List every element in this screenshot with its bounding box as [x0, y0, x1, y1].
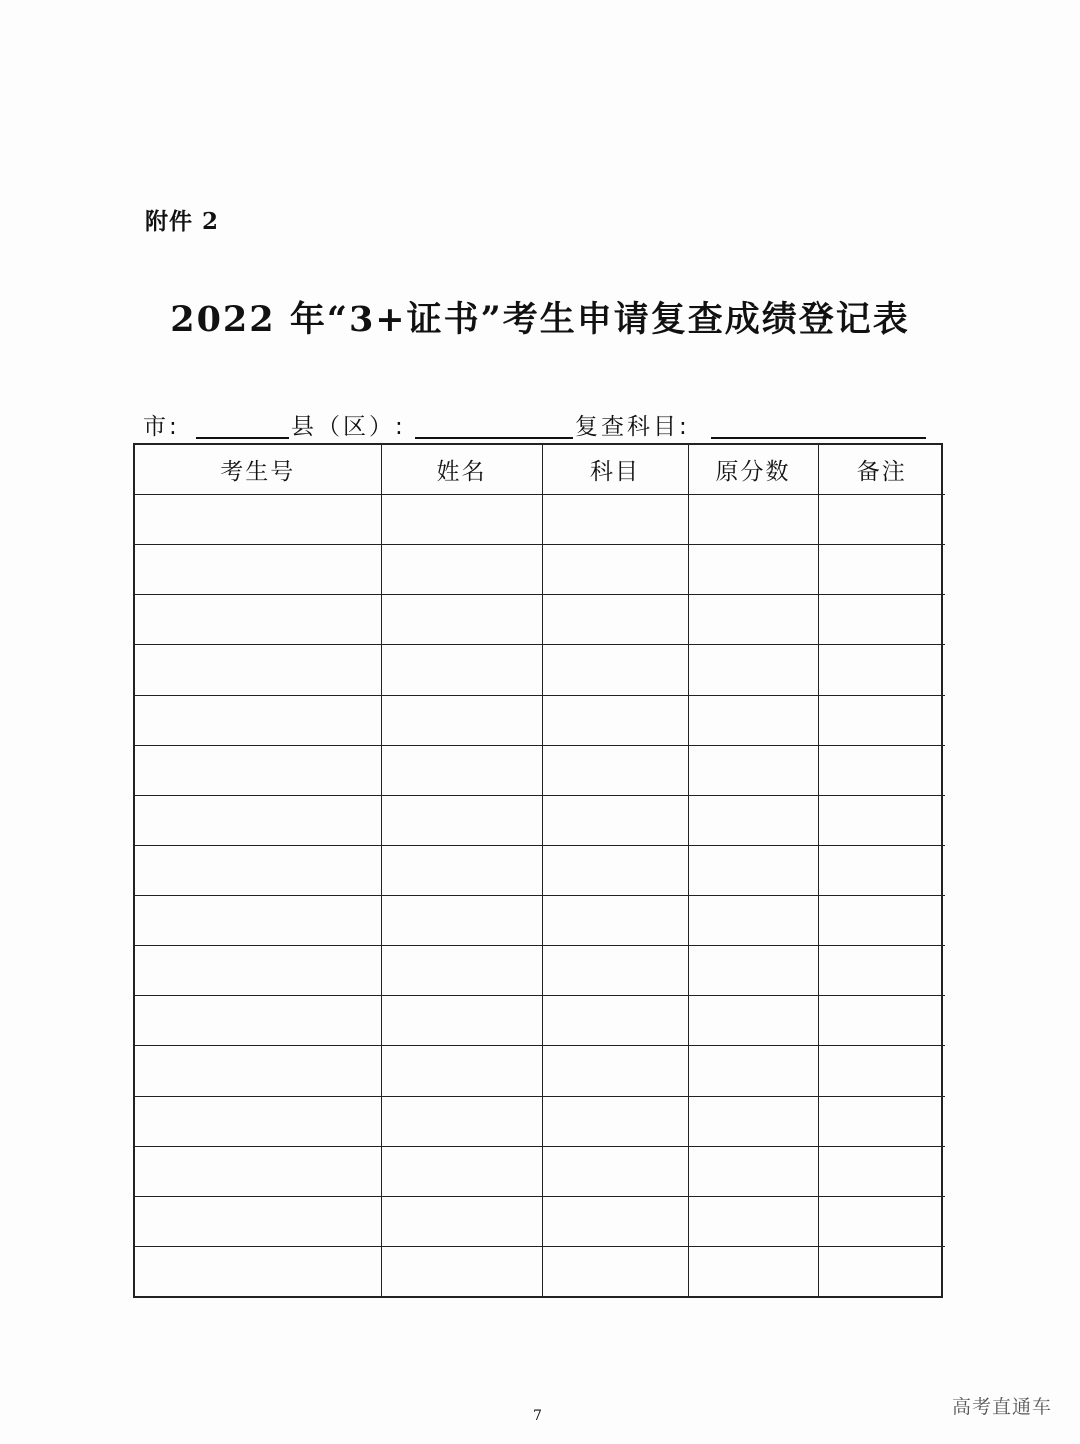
cell-subject[interactable] [542, 1146, 688, 1196]
cell-name[interactable] [381, 745, 542, 795]
cell-original-score[interactable] [688, 1046, 818, 1096]
cell-name[interactable] [381, 1046, 542, 1096]
cell-exam-number[interactable] [135, 946, 381, 996]
cell-original-score[interactable] [688, 946, 818, 996]
cell-original-score[interactable] [688, 645, 818, 695]
cell-exam-number[interactable] [135, 996, 381, 1046]
cell-name[interactable] [381, 595, 542, 645]
table-row [135, 1196, 945, 1246]
table-row [135, 1146, 945, 1196]
cell-original-score[interactable] [688, 896, 818, 946]
header-remarks: 备注 [818, 445, 945, 495]
cell-exam-number[interactable] [135, 896, 381, 946]
cell-original-score[interactable] [688, 845, 818, 895]
cell-original-score[interactable] [688, 1196, 818, 1246]
table-row [135, 1096, 945, 1146]
cell-exam-number[interactable] [135, 595, 381, 645]
cell-exam-number[interactable] [135, 495, 381, 545]
cell-exam-number[interactable] [135, 695, 381, 745]
cell-exam-number[interactable] [135, 1246, 381, 1296]
cell-name[interactable] [381, 795, 542, 845]
city-label: 市: [143, 414, 180, 440]
cell-remarks[interactable] [818, 795, 945, 845]
cell-exam-number[interactable] [135, 845, 381, 895]
table-row [135, 745, 945, 795]
cell-remarks[interactable] [818, 545, 945, 595]
cell-remarks[interactable] [818, 495, 945, 545]
cell-subject[interactable] [542, 795, 688, 845]
cell-original-score[interactable] [688, 1096, 818, 1146]
cell-original-score[interactable] [688, 1246, 818, 1296]
cell-subject[interactable] [542, 1096, 688, 1146]
table-row [135, 946, 945, 996]
subject-blank-line[interactable] [711, 437, 926, 439]
cell-subject[interactable] [542, 495, 688, 545]
cell-original-score[interactable] [688, 1146, 818, 1196]
table-row [135, 1246, 945, 1296]
cell-exam-number[interactable] [135, 645, 381, 695]
table-row [135, 495, 945, 545]
county-blank-line[interactable] [415, 437, 573, 439]
cell-exam-number[interactable] [135, 745, 381, 795]
table-body [135, 495, 945, 1297]
cell-name[interactable] [381, 845, 542, 895]
table-row [135, 795, 945, 845]
cell-exam-number[interactable] [135, 545, 381, 595]
cell-name[interactable] [381, 495, 542, 545]
cell-name[interactable] [381, 1246, 542, 1296]
cell-name[interactable] [381, 1146, 542, 1196]
table-row [135, 545, 945, 595]
cell-remarks[interactable] [818, 1096, 945, 1146]
cell-original-score[interactable] [688, 545, 818, 595]
cell-remarks[interactable] [818, 745, 945, 795]
city-blank-line[interactable] [196, 437, 289, 439]
cell-original-score[interactable] [688, 745, 818, 795]
attachment-label: 附件 2 [145, 208, 220, 235]
cell-original-score[interactable] [688, 996, 818, 1046]
cell-subject[interactable] [542, 896, 688, 946]
cell-exam-number[interactable] [135, 795, 381, 845]
cell-exam-number[interactable] [135, 1196, 381, 1246]
header-subject: 科目 [542, 445, 688, 495]
cell-name[interactable] [381, 1196, 542, 1246]
cell-subject[interactable] [542, 545, 688, 595]
cell-remarks[interactable] [818, 946, 945, 996]
table-row [135, 695, 945, 745]
table-row [135, 845, 945, 895]
cell-name[interactable] [381, 545, 542, 595]
header-name: 姓名 [381, 445, 542, 495]
table-row [135, 896, 945, 946]
cell-remarks[interactable] [818, 695, 945, 745]
cell-exam-number[interactable] [135, 1096, 381, 1146]
subject-label: 复查科目: [575, 414, 690, 440]
cell-exam-number[interactable] [135, 1046, 381, 1096]
cell-remarks[interactable] [818, 1246, 945, 1296]
header-exam-number: 考生号 [135, 445, 381, 495]
cell-exam-number[interactable] [135, 1146, 381, 1196]
cell-subject[interactable] [542, 1246, 688, 1296]
page-number: 7 [533, 1408, 542, 1424]
cell-remarks[interactable] [818, 996, 945, 1046]
cell-subject[interactable] [542, 845, 688, 895]
cell-subject[interactable] [542, 946, 688, 996]
cell-original-score[interactable] [688, 695, 818, 745]
cell-original-score[interactable] [688, 795, 818, 845]
cell-name[interactable] [381, 1096, 542, 1146]
header-original-score: 原分数 [688, 445, 818, 495]
cell-subject[interactable] [542, 745, 688, 795]
table-row [135, 595, 945, 645]
cell-subject[interactable] [542, 645, 688, 695]
table-row [135, 645, 945, 695]
watermark-text: 高考直通车 [951, 1396, 1052, 1418]
cell-remarks[interactable] [818, 1046, 945, 1096]
cell-name[interactable] [381, 946, 542, 996]
cell-name[interactable] [381, 996, 542, 1046]
cell-name[interactable] [381, 645, 542, 695]
cell-remarks[interactable] [818, 645, 945, 695]
form-fields [143, 408, 933, 442]
cell-remarks[interactable] [818, 1146, 945, 1196]
cell-subject[interactable] [542, 695, 688, 745]
cell-original-score[interactable] [688, 495, 818, 545]
cell-name[interactable] [381, 695, 542, 745]
cell-original-score[interactable] [688, 595, 818, 645]
table-header-row [135, 445, 945, 495]
cell-remarks[interactable] [818, 595, 945, 645]
cell-remarks[interactable] [818, 845, 945, 895]
county-label: 县（区）: [291, 414, 406, 440]
registration-table-frame [133, 443, 943, 1298]
cell-remarks[interactable] [818, 896, 945, 946]
cell-subject[interactable] [542, 595, 688, 645]
registration-table [135, 445, 945, 1296]
cell-name[interactable] [381, 896, 542, 946]
form-title: 2022 年“3+证书”考生申请复查成绩登记表 [170, 299, 910, 340]
cell-subject[interactable] [542, 996, 688, 1046]
cell-remarks[interactable] [818, 1196, 945, 1246]
table-row [135, 1046, 945, 1096]
cell-subject[interactable] [542, 1196, 688, 1246]
table-row [135, 996, 945, 1046]
cell-subject[interactable] [542, 1046, 688, 1096]
